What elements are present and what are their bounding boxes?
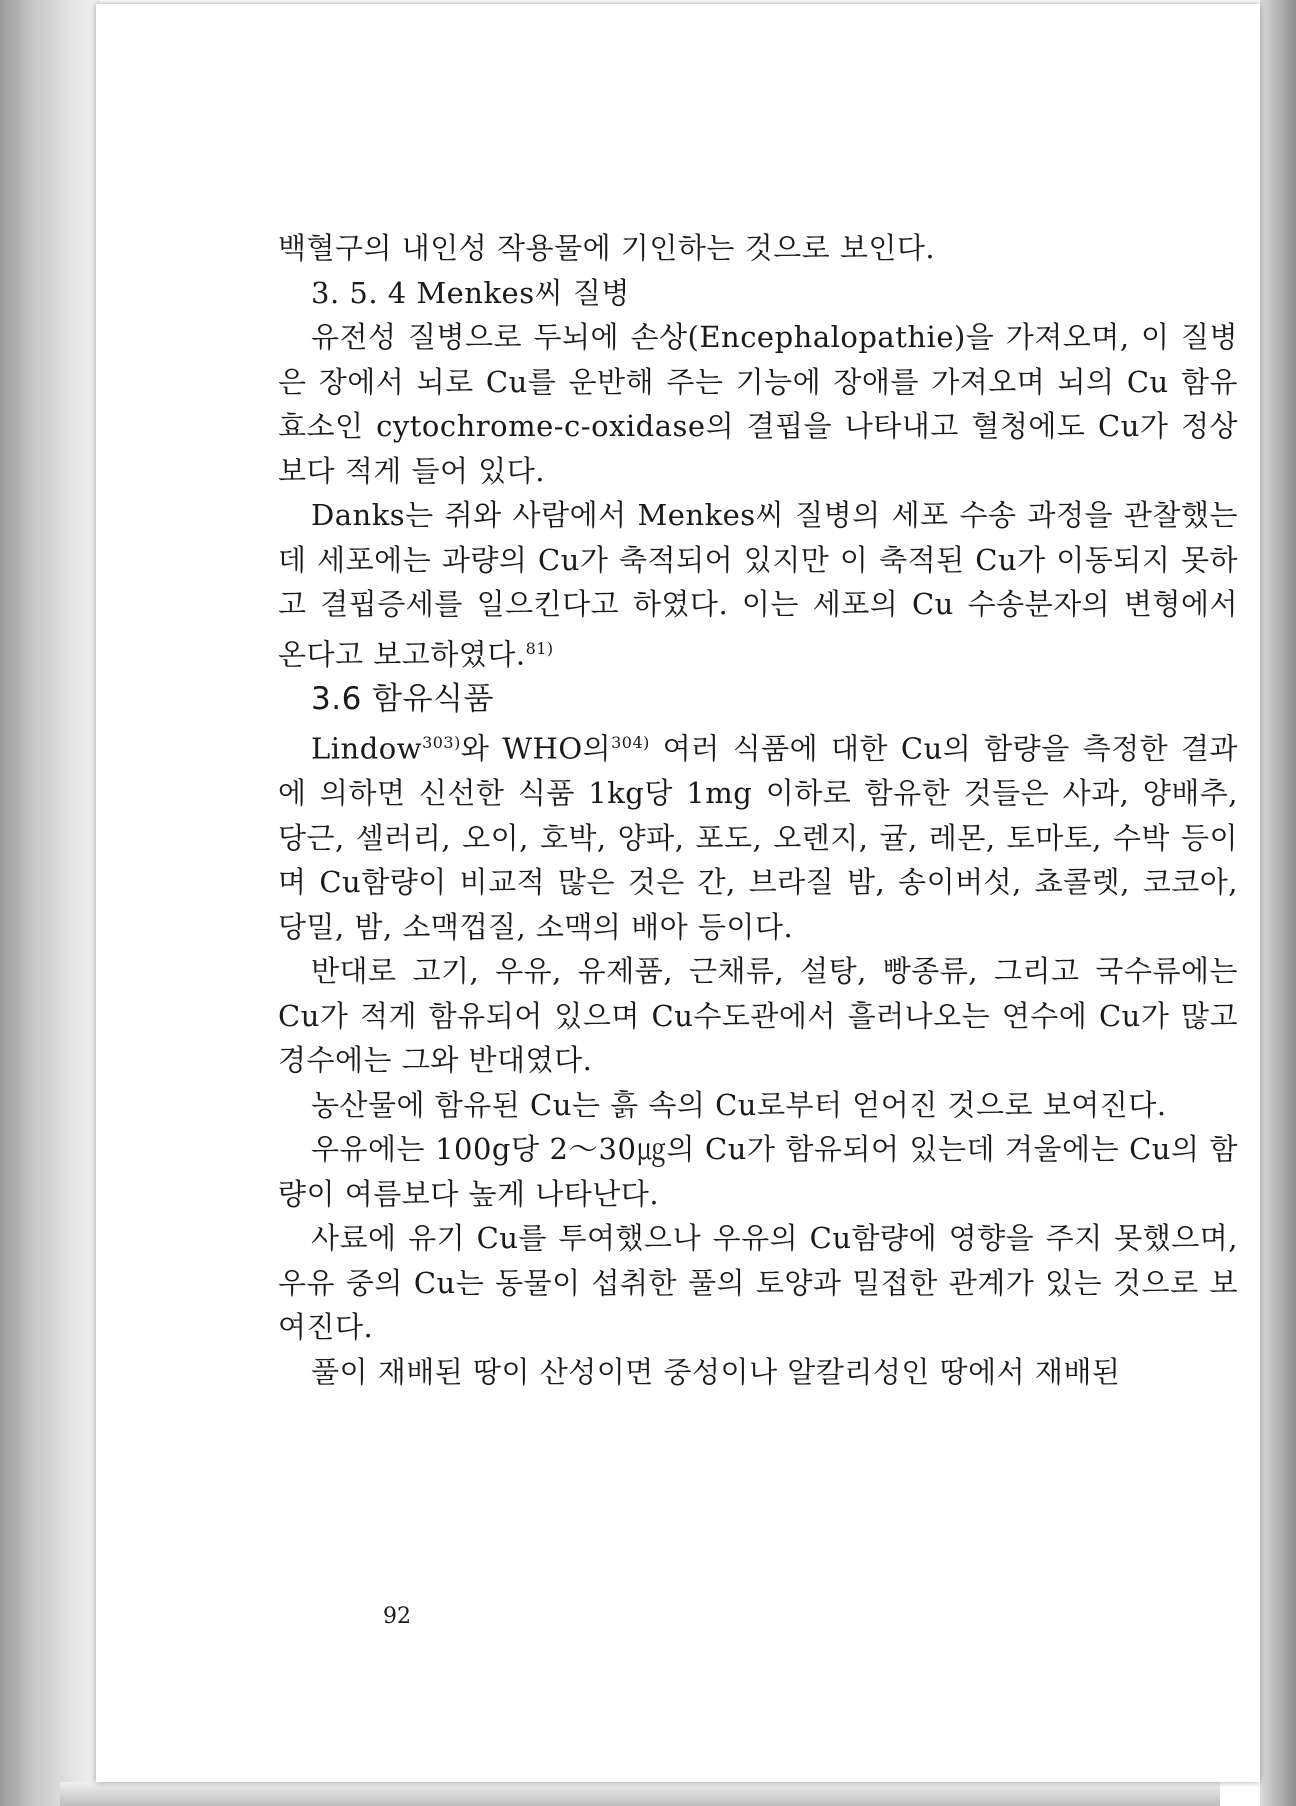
paragraph-grass: 풀이 재배된 땅이 산성이면 중성이나 알칼리성인 땅에서 재배된	[311, 1354, 1121, 1389]
book-page	[96, 4, 1260, 1782]
section-heading-3-5-4: 3. 5. 4 Menkes씨 질병	[311, 275, 630, 310]
reference-303: 303)	[422, 733, 461, 753]
paragraph-menkes-2-text: Danks는 쥐와 사람에서 Menkes씨 질병의 세포 수송 과정을 관찰했는데 세포에는 과량의 Cu가 축적되어 있지만 이 축적된 Cu가 이동되지 못하고 결핍증세를 일으킨다고 하였다. 이는 세포의 Cu 수송분자의 변형에서 온다고 보고하였다.	[278, 498, 1238, 672]
paragraph-lindow-name: Lindow	[311, 731, 423, 766]
book-bottom-edge	[60, 1782, 1220, 1806]
paragraph-meat: 반대로 고기, 우유, 유제품, 근채류, 설탕, 빵종류, 그리고 국수류에는 Cu가 적게 함유되어 있으며 Cu수도관에서 흘러나오는 연수에 Cu가 많고 경수에는 그와 반대였다.	[278, 954, 1238, 1078]
paragraph-lindow-text: 여러 식품에 대한 Cu의 함량을 측정한 결과에 의하면 신선한 식품 1kg당 1mg 이하로 함유한 것들은 사과, 양배추, 당근, 셀러리, 오이, 호박, 양파, 포도, 오렌지, 귤, 레몬, 토마토, 수박 등이며 Cu함량이 비교적 많은 것은 간, 브라질 밤, 송이버섯, 쵸콜렛, 코코아, 당밀, 밤, 소맥껍질, 소맥의 배아 등이다.	[278, 731, 1238, 944]
page-number: 92	[383, 1604, 411, 1629]
section-heading-3-6: 3.6 함유식품	[311, 680, 494, 717]
paragraph-feed: 사료에 유기 Cu를 투여했으나 우유의 Cu함량에 영향을 주지 못했으며, 우유 중의 Cu는 동물이 섭취한 풀의 토양과 밀접한 관계가 있는 것으로 보여진다.	[278, 1221, 1238, 1345]
page-body	[278, 226, 1238, 1394]
book-spine-edge	[0, 0, 100, 1806]
paragraph-menkes-1: 유전성 질병으로 두뇌에 손상(Encephalopathie)을 가져오며, 이 질병은 장에서 뇌로 Cu를 운반해 주는 기능에 장애를 가져오며 뇌의 Cu 함유효소인 cytochrome-c-oxidase의 결핍을 나타내고 혈청에도 Cu가 정상보다 적게 들어 있다.	[278, 320, 1238, 488]
paragraph-lindow	[278, 721, 1238, 949]
reference-81: 81)	[525, 638, 554, 658]
book-right-edge	[1260, 0, 1296, 1806]
paragraph-milk: 우유에는 100g당 2～30㎍의 Cu가 함유되어 있는데 겨울에는 Cu의 함량이 여름보다 높게 나타난다.	[278, 1132, 1238, 1211]
paragraph-agricultural: 농산물에 함유된 Cu는 흙 속의 Cu로부터 얻어진 것으로 보여진다.	[311, 1087, 1167, 1122]
paragraph-menkes-2	[278, 493, 1238, 677]
paragraph-lindow-who: 와 WHO의	[460, 731, 612, 766]
reference-304: 304)	[611, 733, 650, 753]
paragraph-continued: 백혈구의 내인성 작용물에 기인하는 것으로 보인다.	[278, 231, 936, 265]
